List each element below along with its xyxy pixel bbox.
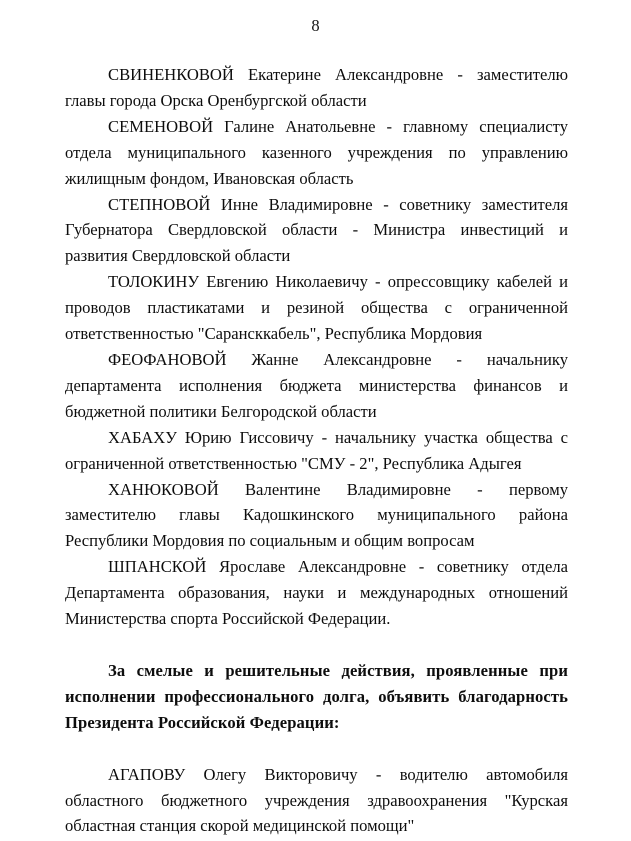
document-body (65, 62, 568, 839)
paragraph-feofanova: ФЕОФАНОВОЙ Жанне Александровне - начальнику департамента исполнения бюджета министерства финансов и бюджетной политики Белгородской области (65, 349, 568, 421)
paragraph-tolokin: ТОЛОКИНУ Евгению Николаевичу - опрессовщику кабелей и проводов пластикатами и резиной общества с ограниченной ответственностью "Сарансккабель", Республика Мордовия (65, 272, 568, 344)
paragraph-khabakhu: ХАБАХУ Юрию Гиссовичу - начальнику участка общества с ограниченной ответственностью "СМУ - 2", Республика Адыгея (65, 427, 568, 473)
paragraph-heading-gratitude: За смелые и решительные действия, проявленные при исполнении профессионального долга, объявить благодарность Президента Российской Федерации: (65, 660, 568, 732)
paragraph-stepnova: СТЕПНОВОЙ Инне Владимировне - советнику заместителя Губернатора Свердловской области - Министра инвестиций и развития Свердловской области (65, 194, 568, 266)
paragraph-shpanskaya: ШПАНСКОЙ Ярославе Александровне - советнику отдела Департамента образования, науки и международных отношений Министерства спорта Российской Федерации. (65, 557, 568, 629)
paragraph-svinenkova: СВИНЕНКОВОЙ Екатерине Александровне - заместителю главы города Орска Оренбургской области (65, 65, 568, 110)
page-number: 8 (311, 16, 320, 35)
paragraph-khanyukova: ХАНЮКОВОЙ Валентине Владимировне - первому заместителю главы Кадошкинского муниципального района Республики Мордовия по социальным и общим вопросам (65, 479, 568, 551)
paragraph-agapov: АГАПОВУ Олегу Викторовичу - водителю автомобиля областного бюджетного учреждения здравоохранения "Курская областная станция скорой медицинской помощи" (65, 764, 568, 836)
paragraph-semenova: СЕМЕНОВОЙ Галине Анатольевне - главному специалисту отдела муниципального казенного учреждения по управлению жилищным фондом, Ивановская область (65, 116, 568, 188)
